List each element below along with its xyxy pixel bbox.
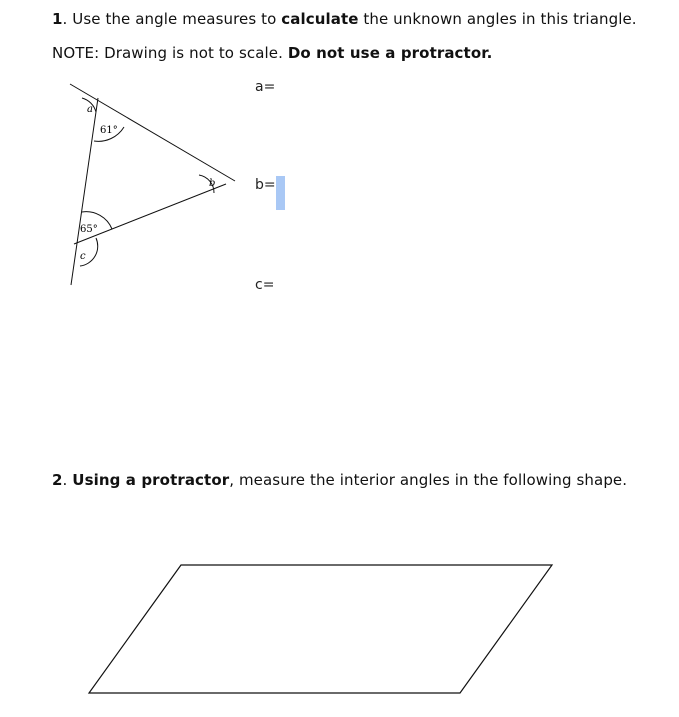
note-text: NOTE: Drawing is not to scale.: [52, 44, 288, 62]
question-2-text-end: , measure the interior angles in the following shape.: [229, 471, 628, 489]
label-angle-c: c: [80, 251, 86, 262]
question-1-text-end: the unknown angles in this triangle.: [358, 10, 637, 28]
answer-a[interactable]: a=: [255, 79, 276, 95]
label-angle-b: b: [209, 178, 216, 189]
question-2-keyword: Using a protractor: [72, 471, 230, 489]
question-2-number: 2: [52, 471, 63, 489]
question-1-text-start: . Use the angle measures to: [62, 10, 282, 28]
parallelogram-shape: [89, 565, 552, 693]
note-warning: Do not use a protractor.: [287, 44, 493, 62]
triangle-side-top: [70, 84, 235, 181]
question-1-number: 1: [52, 10, 63, 28]
label-angle-61: 61°: [100, 125, 118, 136]
label-angle-65: 65°: [80, 224, 98, 235]
question-2-dot: .: [62, 471, 73, 489]
text-cursor: [276, 176, 285, 210]
label-angle-a: a: [87, 104, 93, 115]
answer-b[interactable]: b=: [255, 177, 276, 193]
question-1-keyword: calculate: [281, 10, 359, 28]
answer-c[interactable]: c=: [255, 277, 275, 293]
question-2-text: [52, 471, 627, 489]
